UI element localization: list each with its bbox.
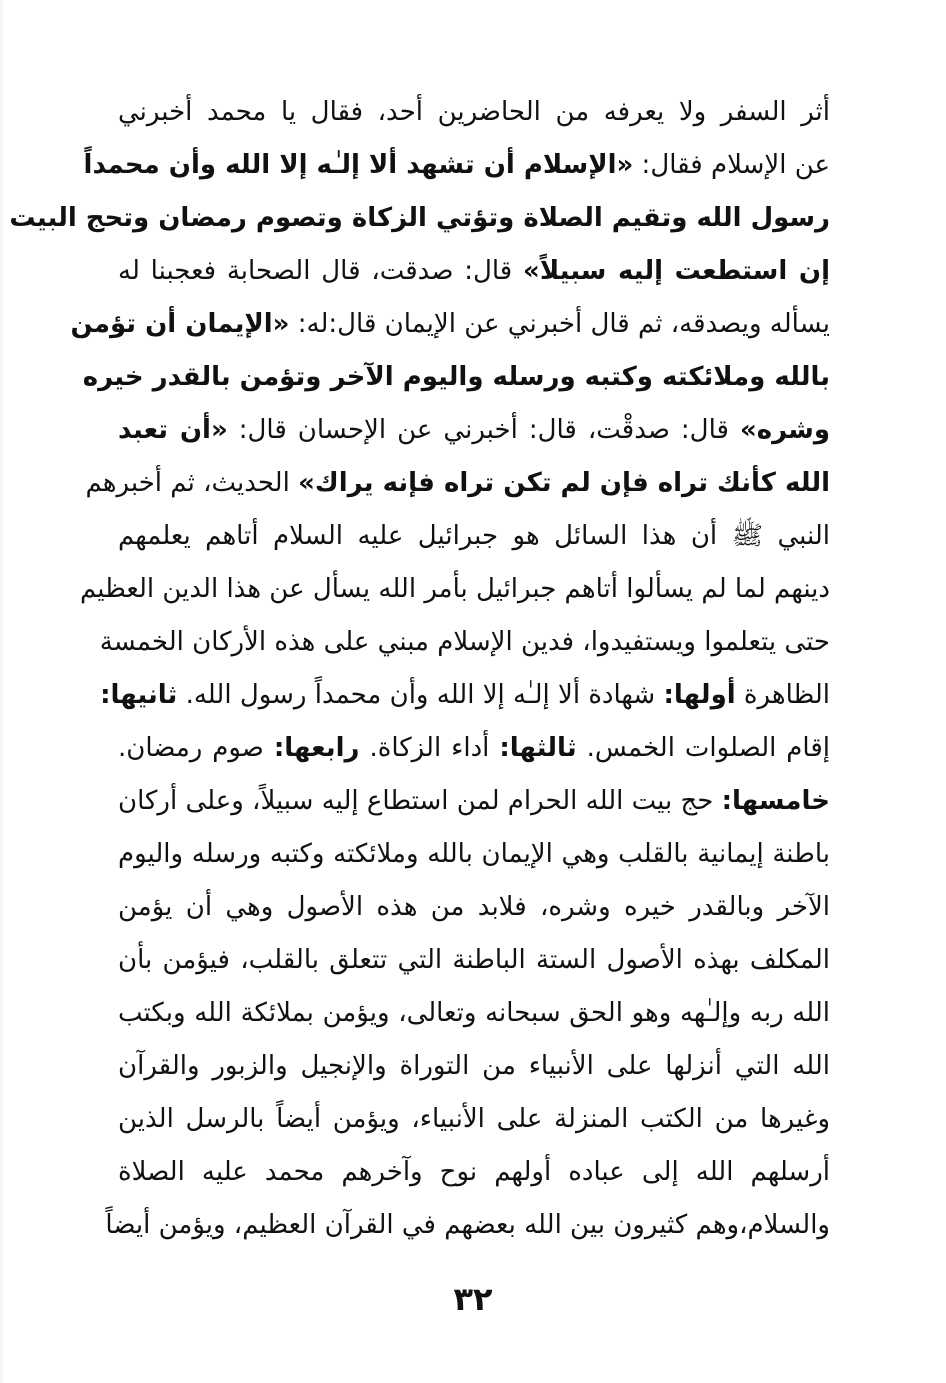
text-line [118, 722, 830, 775]
text-line [118, 828, 830, 881]
text-line [82, 351, 830, 404]
text-segment: الآخر وبالقدر خيره وشره، فلابد من هذه الأصول وهي أن يؤمن [118, 892, 830, 922]
text-line [118, 775, 830, 828]
bold-text-segment: أولها: [663, 680, 736, 710]
text-line [118, 404, 830, 457]
bold-text-segment: ثانيها: [100, 680, 178, 710]
text-line [118, 245, 830, 298]
text-segment: صوم رمضان. [118, 733, 274, 763]
text-line [99, 616, 830, 669]
bold-text-segment: إن استطعت إليه سبيلاً» [523, 256, 830, 286]
bold-text-segment: «الإسلام أن تشهد ألا إلـٰه إلا الله وأن محمداً [83, 150, 634, 180]
bold-text-segment: رسول الله وتقيم الصلاة وتؤتي الزكاة وتصوم رمضان وتحج البيت [9, 203, 830, 233]
text-segment: الظاهرة [735, 680, 830, 710]
text-segment: دينهم لما لم يسألوا أتاهم جبرائيل بأمر الله يسأل عن هذا الدين العظيم [79, 574, 830, 604]
bold-text-segment: خامسها: [721, 786, 830, 816]
text-segment: الحديث، ثم أخبرهم [85, 468, 299, 498]
text-segment: وغيرها من الكتب المنزلة على الأنبياء، ويؤمن أيضاً بالرسل الذين [118, 1104, 830, 1134]
text-segment: والسلام،وهم كثيرون بين الله بعضهم في القرآن العظيم، ويؤمن أيضاً [105, 1210, 830, 1240]
text-line [118, 987, 830, 1040]
page-number: ٣٢ [453, 1280, 493, 1318]
text-line [70, 298, 830, 351]
text-segment: قال: صدقْت، قال: أخبرني عن الإحسان قال: [227, 415, 740, 445]
text-segment: المكلف بهذه الأصول الستة الباطنة التي تتعلق بالقلب، فيؤمن بأن [118, 945, 830, 975]
text-segment: يسأله ويصدقه، ثم قال أخبرني عن الإيمان قال:له: [289, 309, 830, 339]
text-segment: عن الإسلام فقال: [633, 150, 830, 180]
text-line [118, 881, 830, 934]
text-segment: أرسلهم الله إلى عباده أولهم نوح وآخرهم محمد عليه الصلاة [118, 1157, 830, 1187]
text-segment: حج بيت الله الحرام لمن استطاع إليه سبيلاً، وعلى أركان [118, 786, 722, 816]
text-segment: باطنة إيمانية بالقلب وهي الإيمان بالله وملائكته وكتبه ورسله واليوم [118, 839, 830, 869]
text-line [83, 139, 830, 192]
text-segment: أثر السفر ولا يعرفه من الحاضرين أحد، فقال يا محمد أخبرني [118, 97, 830, 127]
text-line [118, 1146, 830, 1199]
text-line [79, 563, 830, 616]
text-line [9, 192, 830, 245]
text-segment: حتى يتعلموا ويستفيدوا، فدين الإسلام مبني على هذه الأركان الخمسة [99, 627, 830, 657]
text-line [118, 86, 830, 139]
text-segment: الله التي أنزلها على الأنبياء من التوراة والإنجيل والزبور والقرآن [118, 1051, 830, 1081]
text-line [118, 1093, 830, 1146]
bold-text-segment: رابعها: [273, 733, 360, 763]
text-line [105, 1199, 830, 1252]
text-line [85, 457, 830, 510]
bold-text-segment: وشره» [739, 415, 830, 445]
text-line [118, 934, 830, 987]
bold-text-segment: الله كأنك تراه فإن لم تكن تراه فإنه يراك» [298, 468, 830, 498]
text-segment: قال: صدقت، قال الصحابة فعجبنا له [118, 256, 524, 286]
text-line [100, 669, 830, 722]
text-line [118, 510, 830, 563]
body-text [9, 86, 830, 1252]
bold-text-segment: ثالثها: [499, 733, 577, 763]
text-segment: شهادة ألا إلـٰه إلا الله وأن محمداً رسول الله. [177, 680, 664, 710]
scan-edge-left [0, 0, 4, 1383]
text-segment: أداء الزكاة. [359, 733, 500, 763]
text-line [118, 1040, 830, 1093]
bold-text-segment: «الإيمان أن تؤمن [70, 309, 290, 339]
text-segment: النبي ﷺ أن هذا السائل هو جبرائيل عليه السلام أتاهم يعلمهم [118, 521, 830, 551]
text-segment: إقام الصلوات الخمس. [576, 733, 830, 763]
bold-text-segment: «أن تعبد [118, 415, 228, 445]
bold-text-segment: بالله وملائكته وكتبه ورسله واليوم الآخر وتؤمن بالقدر خيره [82, 362, 830, 392]
text-segment: الله ربه وإلـٰهه وهو الحق سبحانه وتعالى، ويؤمن بملائكة الله وبكتب [118, 998, 830, 1028]
